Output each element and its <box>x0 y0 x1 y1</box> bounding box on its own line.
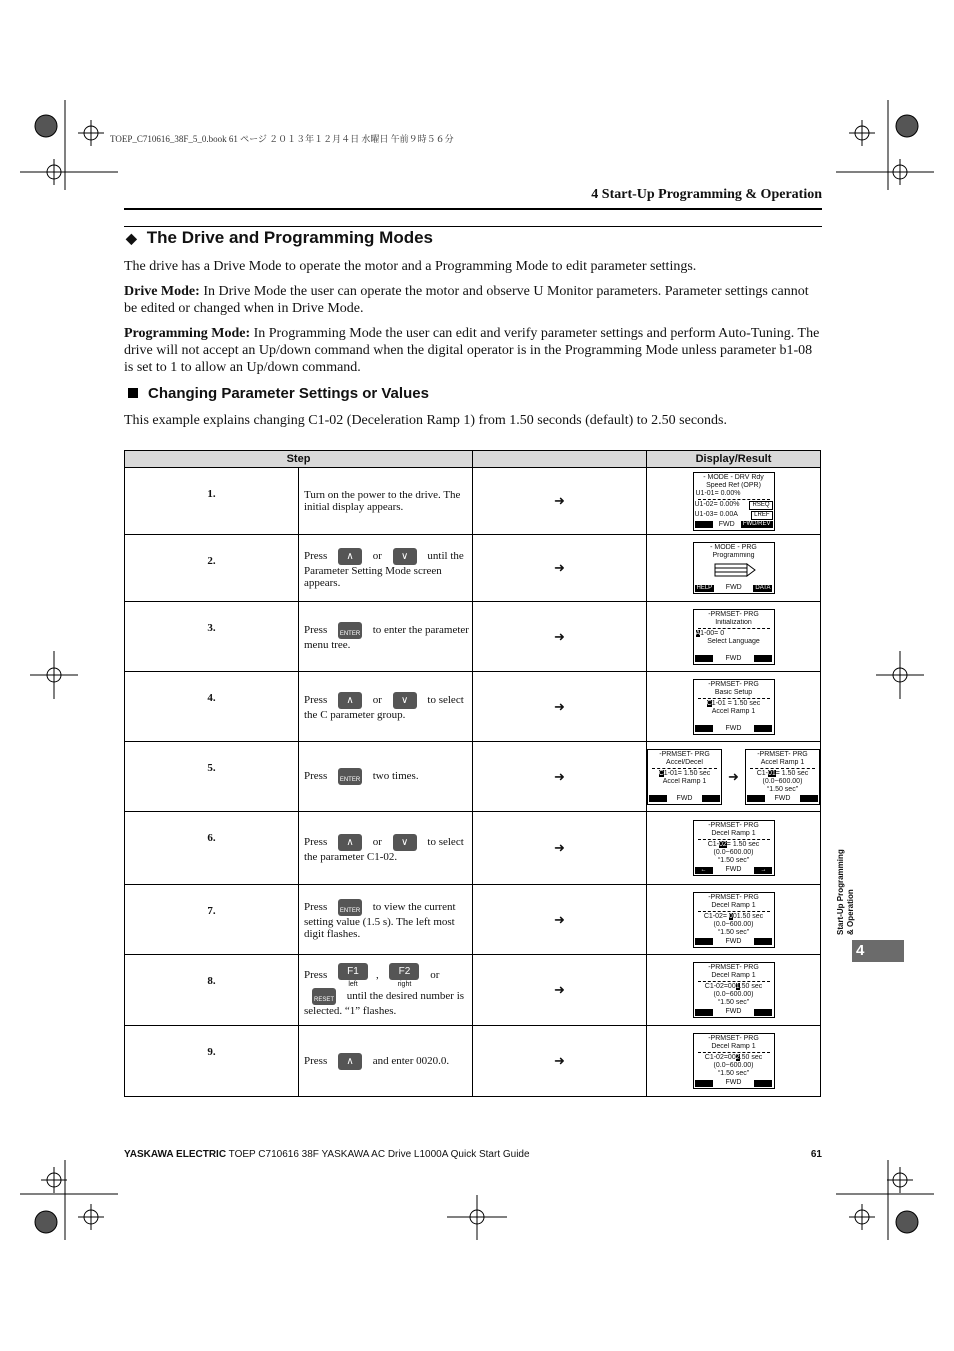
arrow-icon: ➜ <box>473 672 647 742</box>
up-arrow-key-icon: ∧ <box>338 548 362 565</box>
f2-key-icon: F2 <box>389 963 419 980</box>
arrow-icon: ➜ <box>473 885 647 955</box>
display-result <box>647 885 821 955</box>
example-paragraph: This example explains changing C1-02 (Deceleration Ramp 1) from 1.50 seconds (default) to 2.50 seconds. <box>124 413 728 428</box>
lcd-screen: -PRMSET- PRG Initialization A1-00= 0 Select Language FWD <box>693 609 775 665</box>
down-arrow-key-icon: ∨ <box>393 548 417 565</box>
table-row <box>125 742 821 812</box>
drive-mode-paragraph: Drive Mode: In Drive Mode the user can operate the motor and observe U Monitor parameters. Parameter settings cannot be edited or changed when in Drive Mode. <box>124 284 809 316</box>
arrow-icon: ➜ <box>473 468 647 535</box>
table-row <box>125 535 821 602</box>
lcd-screen: -PRMSET- PRG Decel Ramp 1 C1-02= 001.50 sec (0.0~600.00) “1.50 sec” FWD <box>693 892 775 948</box>
display-result <box>647 955 821 1026</box>
enter-key-icon: ENTER <box>338 768 362 785</box>
side-tab-label: Start-Up Programming & Operation <box>836 849 855 935</box>
arrow-icon: ➜ <box>473 535 647 602</box>
lcd-screen: -PRMSET- PRG Accel Ramp 1 C1-01= 1.50 sec (0.0~600.00) “1.50 sec” FWD <box>745 749 820 805</box>
step-number: 8. <box>125 955 299 1026</box>
up-arrow-key-icon: ∧ <box>338 692 362 709</box>
print-info: TOEP_C710616_38F_5_0.book 61 ページ ２０１３年１２月４日 水曜日 午前９時５６分 <box>110 134 454 144</box>
step-number: 7. <box>125 885 299 955</box>
step-number: 2. <box>125 535 299 602</box>
step-description: Press ∧ or ∨ to select the C parameter group. <box>299 672 473 742</box>
lcd-screen: - MODE - DRV Rdy Speed Ref (OPR) U1-01= 0.00% U1-02= 0.00% RSEQ U1-03= 0.00A LREF FWD FWD/REV <box>693 472 775 531</box>
table-row <box>125 672 821 742</box>
chapter-header: 4 Start-Up Programming & Operation <box>591 187 822 202</box>
arrow-icon: ➜ <box>473 955 647 1026</box>
step-number: 4. <box>125 672 299 742</box>
step-description: Turn on the power to the drive. The initial display appears. <box>299 468 473 535</box>
up-arrow-key-icon: ∧ <box>338 834 362 851</box>
arrow-icon: ➜ <box>473 1026 647 1097</box>
display-result <box>647 672 821 742</box>
footer-text: TOEP C710616 38F YASKAWA AC Drive L1000A Quick Start Guide <box>226 1149 530 1160</box>
f1-key-icon: F1 <box>338 963 368 980</box>
arrow-icon: ➜ <box>473 602 647 672</box>
table-header-row <box>125 451 821 468</box>
square-bullet-icon <box>128 388 138 398</box>
table-row <box>125 602 821 672</box>
lcd-screen: - MODE - PRG Programming HELP FWD DATA <box>693 542 775 594</box>
table-row <box>125 812 821 885</box>
step-number: 3. <box>125 602 299 672</box>
table-row <box>125 955 821 1026</box>
up-arrow-key-icon: ∧ <box>338 1053 362 1070</box>
step-description: Press F1 left , F2 right or RESET until the desired number is selected. “1” flashes. <box>299 955 473 1026</box>
arrow-icon: ➜ <box>473 812 647 885</box>
lcd-screen: -PRMSET- PRG Basic Setup C1-01 = 1.50 sec Accel Ramp 1 FWD <box>693 679 775 735</box>
subsection-title: Changing Parameter Settings or Values <box>128 385 429 402</box>
header-blank <box>473 451 647 468</box>
header-step: Step <box>125 451 473 468</box>
lcd-screen: -PRMSET- PRG Decel Ramp 1 C1-02=002.50 sec (0.0~600.00) “1.50 sec” FWD <box>693 1033 775 1089</box>
step-number: 6. <box>125 812 299 885</box>
step-number: 1. <box>125 468 299 535</box>
lcd-screen: -PRMSET- PRG Accel/Decel C1-01= 1.50 sec Accel Ramp 1 FWD <box>647 749 722 805</box>
step-description: Press ENTER to view the current setting value (1.5 s). The left most digit flashes. <box>299 885 473 955</box>
enter-key-icon: ENTER <box>338 622 362 639</box>
display-result <box>647 812 821 885</box>
down-arrow-key-icon: ∨ <box>393 692 417 709</box>
intro-paragraph: The drive has a Drive Mode to operate the motor and a Programming Mode to edit parameter settings. <box>124 259 697 274</box>
step-number: 9. <box>125 1026 299 1097</box>
step-description: Press ENTER to enter the parameter menu tree. <box>299 602 473 672</box>
lcd-screen: -PRMSET- PRG Decel Ramp 1 C1-02= 1.50 sec (0.0~600.00) “1.50 sec” ← FWD → <box>693 820 775 876</box>
display-result <box>647 1026 821 1097</box>
arrow-icon: ➜ <box>473 742 647 812</box>
section-rule <box>124 226 822 227</box>
footer-brand: YASKAWA ELECTRIC <box>124 1149 227 1160</box>
display-result <box>647 602 821 672</box>
display-result <box>647 468 821 535</box>
section-title: ◆ The Drive and Programming Modes <box>126 228 434 247</box>
table-row <box>125 885 821 955</box>
header-rule <box>124 208 822 210</box>
reset-key-icon: RESET <box>312 988 336 1005</box>
arrow-icon: ➜ <box>728 768 739 784</box>
display-result <box>647 535 821 602</box>
page-number: 61 <box>810 1149 822 1160</box>
header-display: Display/Result <box>647 451 821 468</box>
lcd-screen: -PRMSET- PRG Decel Ramp 1 C1-02=001.50 sec (0.0~600.00) “1.50 sec” FWD <box>693 962 775 1018</box>
step-description: Press ∧ or ∨ to select the parameter C1-02. <box>299 812 473 885</box>
steps-table <box>124 450 821 1097</box>
step-description: Press ∧ and enter 0020.0. <box>299 1026 473 1097</box>
enter-key-icon: ENTER <box>338 899 362 916</box>
footer <box>124 1149 822 1160</box>
down-arrow-key-icon: ∨ <box>393 834 417 851</box>
programming-mode-paragraph: Programming Mode: In Programming Mode the user can edit and verify parameter settings and perform Auto-Tuning. The drive will not accept an Up/down command when the digital operator is in the Programming Mode unless parameter b1-08 is set to 1 to allow an Up/down command. <box>124 326 820 375</box>
table-row <box>125 468 821 535</box>
step-description: Press ∧ or ∨ until the Parameter Setting Mode screen appears. <box>299 535 473 602</box>
step-number: 5. <box>125 742 299 812</box>
programming-pencil-icon <box>709 560 759 580</box>
diamond-icon: ◆ <box>126 230 137 246</box>
table-row <box>125 1026 821 1097</box>
chapter-tab: 4 <box>852 940 904 962</box>
display-result <box>647 742 821 812</box>
step-description: Press ENTER two times. <box>299 742 473 812</box>
